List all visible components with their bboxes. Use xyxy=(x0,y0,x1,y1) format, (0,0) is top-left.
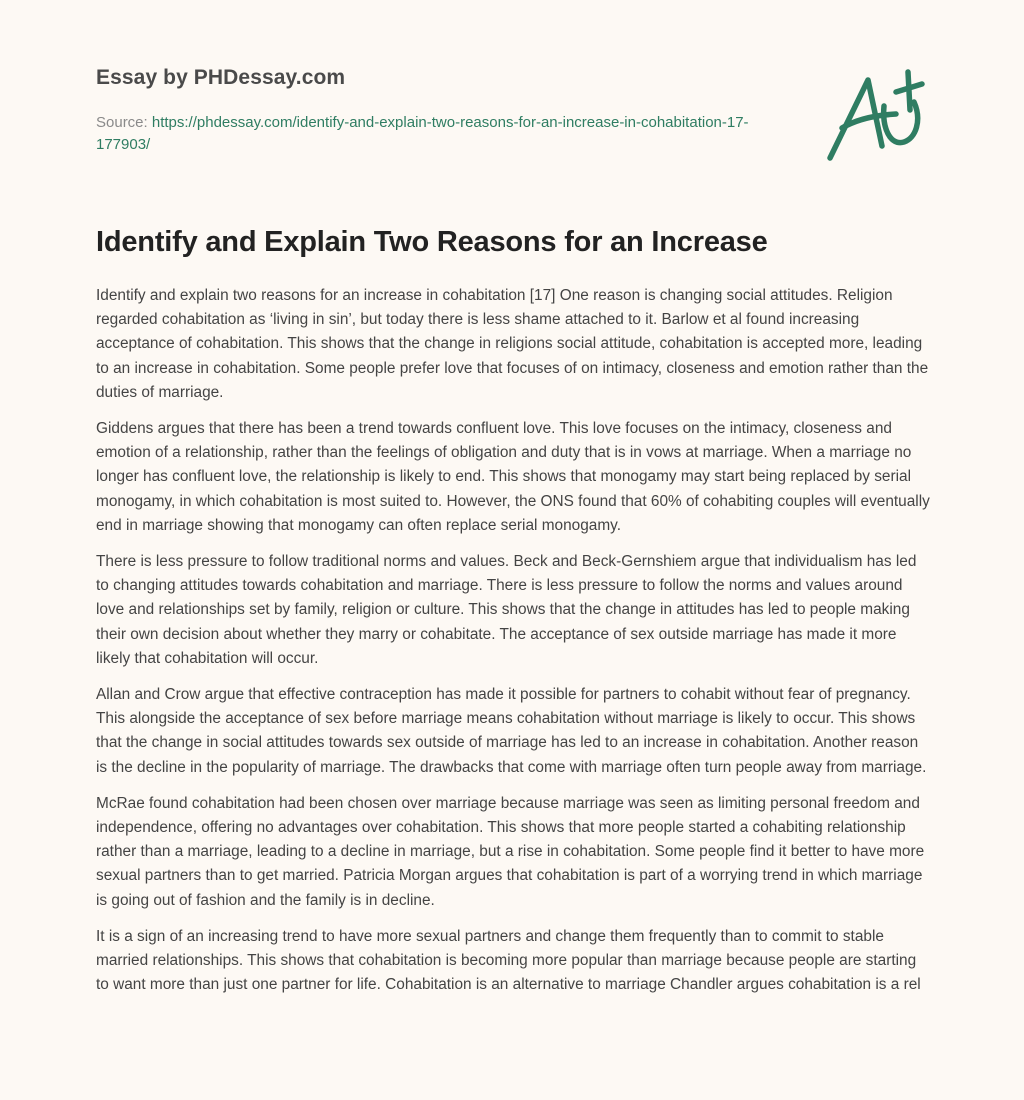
essay-paragraph: McRae found cohabitation had been chosen over marriage because marriage was seen as limiting personal freedom and independence, offering no advantages over cohabitation. This shows that more people started a cohabiting relationship rather than a marriage, leading to a decline in marriage, but a rise in cohabitation. Some people find it better to have more sexual partners than to get married. Patricia Morgan argues that cohabitation is part of a worrying trend in which marriage is going out of fashion and the family is in decline. xyxy=(96,794,925,909)
page xyxy=(96,0,932,1100)
essay-body xyxy=(96,284,932,1084)
source-link[interactable]: https://phdessay.com/identify-and-explain-two-reasons-for-an-increase-in-cohabitation-17-177903/ xyxy=(96,114,749,153)
a-plus-grade-icon xyxy=(824,66,928,166)
source-label: Source: xyxy=(96,114,148,131)
site-title: Essay by PHDessay.com xyxy=(96,66,346,89)
essay-paragraph: There is less pressure to follow traditional norms and values. Beck and Beck-Gernshiem argue that individualism has led to changing attitudes towards cohabitation and marriage. There is less pressure to follow the norms and values around love and relationships set by family, religion or culture. This shows that the change in attitudes has led to people making their own decision about whether they marry or cohabitate. The acceptance of sex outside marriage has made it more likely that cohabitation will occur. xyxy=(96,553,917,667)
essay-paragraph: Allan and Crow argue that effective contraception has made it possible for partners to cohabit without fear of pregnancy. This alongside the acceptance of sex before marriage means cohabitation without marriage is likely to occur. This shows that the change in social attitudes towards sex outside of marriage has led to an increase in cohabitation. Another reason is the decline in the popularity of marriage. The drawbacks that come with marriage often turn people away from marriage. xyxy=(96,686,927,776)
site-header xyxy=(96,0,932,180)
essay-paragraph: Giddens argues that there has been a trend towards confluent love. This love focuses on the intimacy, closeness and emotion of a relationship, rather than the feelings of obligation and duty that is in vows at marriage. When a marriage no longer has confluent love, the relationship is likely to end. This shows that monogamy may start being replaced by serial monogamy, in which cohabitation is most suited to. However, the ONS found that 60% of cohabiting couples will eventually end in marriage showing that monogamy can often replace serial monogamy. xyxy=(96,420,930,534)
essay-paragraph: Identify and explain two reasons for an increase in cohabitation [17] One reason is changing social attitudes. Religion regarded cohabitation as ‘living in sin’, but today there is less shame attached to it. Barlow et al found increasing acceptance of cohabitation. This shows that the change in religions social attitude, cohabitation is accepted more, leading to an increase in cohabitation. Some people prefer love that focuses of on intimacy, closeness and emotion rather than the duties of marriage. xyxy=(96,287,929,401)
source-line xyxy=(96,112,776,156)
essay-paragraph: It is a sign of an increasing trend to have more sexual partners and change them frequently than to commit to stable married relationships. This shows that cohabitation is becoming more popular than marriage because people are starting to want more than just one partner for life. Cohabitation is an alternative to marriage Chandler argues cohabitation is a rel xyxy=(96,927,921,994)
essay-title: Identify and Explain Two Reasons for an Increase xyxy=(96,226,768,258)
